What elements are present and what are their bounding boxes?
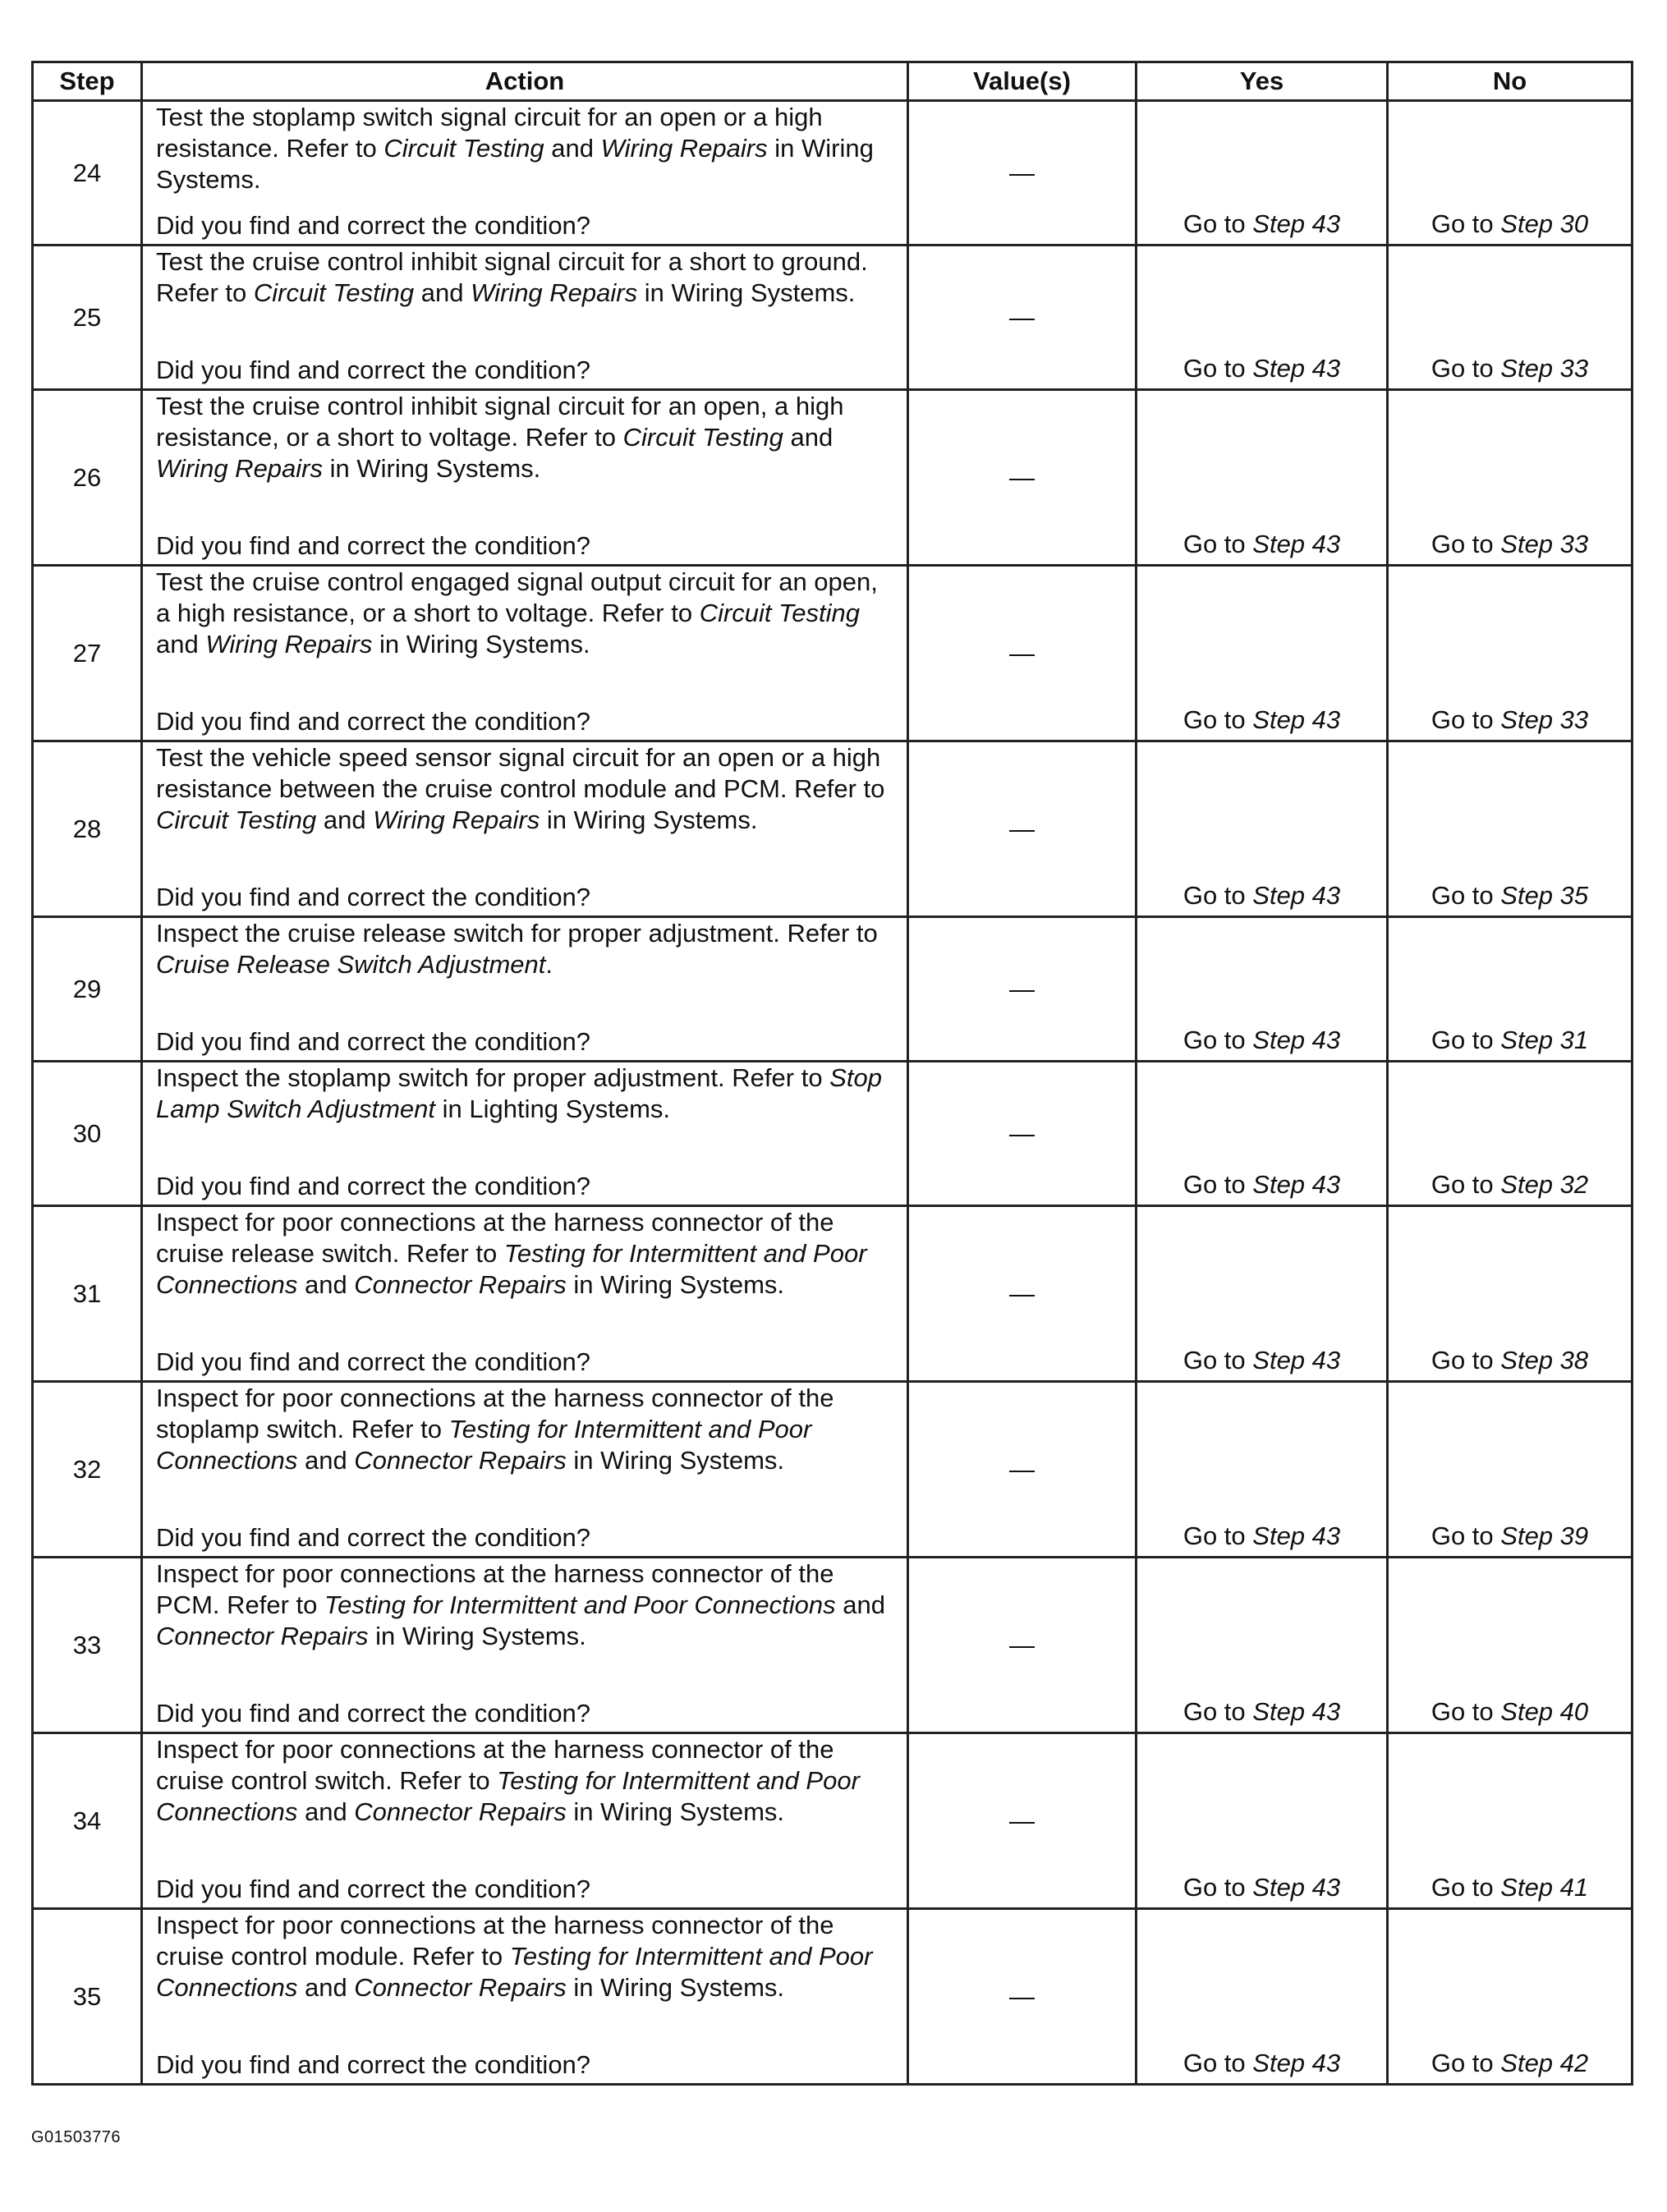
- action-text-segment: Inspect for poor connections at the harness connector of the cruise control module. Refer to: [156, 1911, 834, 1971]
- no-target-step: Step 38: [1500, 1346, 1589, 1374]
- reference-link-text: Wiring Repairs: [205, 630, 373, 659]
- action-text-segment: in Wiring Systems.: [323, 454, 541, 483]
- reference-link-text: Testing for Intermittent and Poor Connections: [156, 1942, 873, 2002]
- reference-link-text: Connector Repairs: [156, 1622, 369, 1650]
- goto-prefix: Go to: [1430, 881, 1494, 910]
- table-row: [33, 741, 1633, 917]
- no-target-step: Step 31: [1500, 1026, 1589, 1054]
- goto-prefix: Go to: [1430, 530, 1494, 558]
- reference-link-text: Wiring Repairs: [471, 278, 638, 307]
- yes-target-step: Step 43: [1252, 1170, 1341, 1199]
- action-text-segment: Inspect for poor connections at the harness connector of the cruise control switch. Refer to: [156, 1735, 834, 1795]
- action-cell: [142, 741, 908, 917]
- goto-prefix: Go to: [1430, 1521, 1494, 1550]
- action-cell: [142, 1909, 908, 2085]
- action-question: Did you find and correct the condition?: [156, 707, 591, 736]
- goto-prefix: Go to: [1430, 209, 1494, 238]
- yes-goto-cell: [1137, 101, 1388, 246]
- no-target-step: Step 33: [1500, 354, 1589, 383]
- action-text-segment: and: [316, 805, 374, 834]
- yes-target-step: Step 43: [1252, 1346, 1341, 1374]
- goto-prefix: Go to: [1183, 530, 1246, 558]
- action-cell: [142, 101, 908, 246]
- yes-target-step: Step 43: [1252, 1026, 1341, 1054]
- action-cell: [142, 1382, 908, 1558]
- value-cell: —: [908, 1733, 1137, 1909]
- reference-link-text: Connector Repairs: [354, 1270, 567, 1299]
- action-question: Did you find and correct the condition?: [156, 211, 591, 240]
- action-question: Did you find and correct the condition?: [156, 531, 591, 560]
- reference-link-text: Circuit Testing: [383, 134, 544, 163]
- action-text-segment: in Wiring Systems.: [156, 134, 874, 194]
- action-question: Did you find and correct the condition?: [156, 2050, 591, 2079]
- step-number: 29: [33, 917, 142, 1062]
- action-text-segment: and: [544, 134, 601, 163]
- no-goto-cell: [1388, 1909, 1633, 2085]
- reference-link-text: Wiring Repairs: [373, 805, 540, 834]
- yes-target-step: Step 43: [1252, 530, 1341, 558]
- table-header-row: [33, 62, 1633, 101]
- action-text-segment: and: [297, 1270, 355, 1299]
- goto-prefix: Go to: [1183, 705, 1246, 734]
- yes-goto-cell: [1137, 566, 1388, 741]
- goto-prefix: Go to: [1183, 1873, 1246, 1902]
- goto-prefix: Go to: [1430, 1026, 1494, 1054]
- action-cell: [142, 1733, 908, 1909]
- step-number: 26: [33, 390, 142, 566]
- step-number: 28: [33, 741, 142, 917]
- goto-prefix: Go to: [1430, 1873, 1494, 1902]
- action-text-segment: in Wiring Systems.: [540, 805, 758, 834]
- no-goto-cell: [1388, 1733, 1633, 1909]
- value-cell: —: [908, 1062, 1137, 1206]
- no-goto-cell: [1388, 917, 1633, 1062]
- reference-link-text: Testing for Intermittent and Poor Connections: [156, 1239, 867, 1299]
- goto-prefix: Go to: [1183, 1697, 1246, 1726]
- no-target-step: Step 40: [1500, 1697, 1589, 1726]
- goto-prefix: Go to: [1183, 1521, 1246, 1550]
- goto-prefix: Go to: [1183, 1026, 1246, 1054]
- reference-link-text: Circuit Testing: [622, 423, 783, 452]
- action-text-segment: Test the stoplamp switch signal circuit for an open or a high resistance. Refer to: [156, 103, 823, 163]
- action-text: [156, 246, 897, 309]
- action-cell: [142, 917, 908, 1062]
- table-row: [33, 390, 1633, 566]
- yes-goto-cell: [1137, 1206, 1388, 1382]
- value-cell: —: [908, 101, 1137, 246]
- table-row: [33, 1558, 1633, 1733]
- action-text-segment: and: [297, 1973, 355, 2002]
- table-row: [33, 1909, 1633, 2085]
- reference-link-text: Testing for Intermittent and Poor Connections: [324, 1590, 836, 1619]
- action-question: Did you find and correct the condition?: [156, 1347, 591, 1376]
- action-text-segment: Test the cruise control inhibit signal circuit for an open, a high resistance, or a short to voltage. Refer to: [156, 392, 844, 452]
- value-cell: —: [908, 1909, 1137, 2085]
- header-action: Action: [142, 62, 908, 101]
- goto-prefix: Go to: [1183, 209, 1246, 238]
- goto-prefix: Go to: [1430, 1346, 1494, 1374]
- action-question: Did you find and correct the condition?: [156, 356, 591, 384]
- action-text-segment: Test the vehicle speed sensor signal circuit for an open or a high resistance between the cruise control module and PCM. Refer to: [156, 743, 885, 803]
- goto-prefix: Go to: [1430, 2049, 1494, 2077]
- goto-prefix: Go to: [1430, 354, 1494, 383]
- no-goto-cell: [1388, 1558, 1633, 1733]
- yes-goto-cell: [1137, 1382, 1388, 1558]
- value-cell: —: [908, 741, 1137, 917]
- reference-link-text: Connector Repairs: [354, 1973, 567, 2002]
- action-text-segment: and: [297, 1797, 355, 1826]
- goto-prefix: Go to: [1430, 1170, 1494, 1199]
- action-text-segment: in Wiring Systems.: [637, 278, 856, 307]
- reference-link-text: Testing for Intermittent and Poor Connections: [156, 1415, 812, 1475]
- value-cell: —: [908, 1382, 1137, 1558]
- no-target-step: Step 39: [1500, 1521, 1589, 1550]
- yes-goto-cell: [1137, 1733, 1388, 1909]
- action-question: Did you find and correct the condition?: [156, 883, 591, 911]
- action-text-segment: in Wiring Systems.: [566, 1270, 785, 1299]
- action-text: [156, 567, 897, 660]
- reference-link-text: Cruise Release Switch Adjustment: [156, 950, 546, 979]
- table-row: [33, 101, 1633, 246]
- yes-target-step: Step 43: [1252, 1697, 1341, 1726]
- no-goto-cell: [1388, 1206, 1633, 1382]
- yes-target-step: Step 43: [1252, 1873, 1341, 1902]
- yes-target-step: Step 43: [1252, 354, 1341, 383]
- action-cell: [142, 1206, 908, 1382]
- reference-link-text: Circuit Testing: [253, 278, 415, 307]
- yes-target-step: Step 43: [1252, 705, 1341, 734]
- value-cell: —: [908, 1206, 1137, 1382]
- yes-goto-cell: [1137, 741, 1388, 917]
- action-question: Did you find and correct the condition?: [156, 1875, 591, 1903]
- header-yes: Yes: [1137, 62, 1388, 101]
- goto-prefix: Go to: [1183, 1170, 1246, 1199]
- reference-link-text: Connector Repairs: [354, 1797, 567, 1826]
- action-text: [156, 1207, 897, 1301]
- no-goto-cell: [1388, 246, 1633, 390]
- step-number: 32: [33, 1382, 142, 1558]
- table-row: [33, 1733, 1633, 1909]
- action-cell: [142, 390, 908, 566]
- reference-link-text: Stop Lamp Switch Adjustment: [156, 1063, 882, 1123]
- action-text-segment: and: [156, 630, 206, 659]
- no-target-step: Step 41: [1500, 1873, 1589, 1902]
- table-row: [33, 1382, 1633, 1558]
- yes-goto-cell: [1137, 246, 1388, 390]
- action-text-segment: Inspect for poor connections at the harness connector of the PCM. Refer to: [156, 1559, 834, 1619]
- value-cell: —: [908, 1558, 1137, 1733]
- yes-target-step: Step 43: [1252, 1521, 1341, 1550]
- no-target-step: Step 35: [1500, 881, 1589, 910]
- action-text-segment: in Wiring Systems.: [368, 1622, 586, 1650]
- table-row: [33, 917, 1633, 1062]
- reference-link-text: Circuit Testing: [699, 599, 860, 627]
- action-question: Did you find and correct the condition?: [156, 1027, 591, 1056]
- no-goto-cell: [1388, 1062, 1633, 1206]
- value-cell: —: [908, 390, 1137, 566]
- yes-goto-cell: [1137, 390, 1388, 566]
- action-cell: [142, 1062, 908, 1206]
- goto-prefix: Go to: [1183, 1346, 1246, 1374]
- action-question: Did you find and correct the condition?: [156, 1699, 591, 1728]
- step-number: 33: [33, 1558, 142, 1733]
- action-text-segment: Inspect the stoplamp switch for proper adjustment. Refer to: [156, 1063, 830, 1092]
- step-number: 35: [33, 1909, 142, 2085]
- action-text-segment: in Wiring Systems.: [566, 1973, 785, 2002]
- action-question: Did you find and correct the condition?: [156, 1523, 591, 1552]
- reference-link-text: Connector Repairs: [354, 1446, 567, 1475]
- action-text: [156, 1910, 897, 2003]
- action-text-segment: and: [783, 423, 834, 452]
- goto-prefix: Go to: [1183, 881, 1246, 910]
- yes-goto-cell: [1137, 917, 1388, 1062]
- action-text: [156, 391, 897, 484]
- header-no: No: [1388, 62, 1633, 101]
- figure-id-caption: G01503776: [31, 2128, 122, 2146]
- goto-prefix: Go to: [1183, 2049, 1246, 2077]
- reference-link-text: Testing for Intermittent and Poor Connections: [156, 1766, 860, 1826]
- no-target-step: Step 32: [1500, 1170, 1589, 1199]
- no-target-step: Step 33: [1500, 705, 1589, 734]
- header-step: Step: [33, 62, 142, 101]
- action-question: Did you find and correct the condition?: [156, 1172, 591, 1200]
- table-row: [33, 1062, 1633, 1206]
- no-target-step: Step 30: [1500, 209, 1589, 238]
- goto-prefix: Go to: [1430, 705, 1494, 734]
- action-text: [156, 1062, 897, 1125]
- step-number: 25: [33, 246, 142, 390]
- yes-target-step: Step 43: [1252, 209, 1341, 238]
- action-text-segment: Inspect the cruise release switch for proper adjustment. Refer to: [156, 919, 878, 948]
- action-text-segment: in Wiring Systems.: [372, 630, 590, 659]
- table-row: [33, 1206, 1633, 1382]
- step-number: 27: [33, 566, 142, 741]
- yes-target-step: Step 43: [1252, 881, 1341, 910]
- table-row: [33, 566, 1633, 741]
- action-text-segment: Inspect for poor connections at the harness connector of the stoplamp switch. Refer to: [156, 1384, 834, 1443]
- value-cell: —: [908, 566, 1137, 741]
- step-number: 24: [33, 101, 142, 246]
- no-goto-cell: [1388, 741, 1633, 917]
- yes-goto-cell: [1137, 1558, 1388, 1733]
- yes-goto-cell: [1137, 1062, 1388, 1206]
- value-cell: —: [908, 246, 1137, 390]
- action-text: [156, 1734, 897, 1828]
- action-text-segment: .: [545, 950, 553, 979]
- action-text-segment: and: [414, 278, 471, 307]
- action-text: [156, 1558, 897, 1652]
- no-goto-cell: [1388, 1382, 1633, 1558]
- action-text-segment: in Wiring Systems.: [566, 1797, 785, 1826]
- action-text: [156, 918, 897, 980]
- action-text-segment: Test the cruise control engaged signal output circuit for an open, a high resistance, or a short to voltage. Refer to: [156, 567, 878, 627]
- reference-link-text: Circuit Testing: [156, 805, 317, 834]
- step-number: 34: [33, 1733, 142, 1909]
- table-row: [33, 246, 1633, 390]
- no-goto-cell: [1388, 566, 1633, 741]
- action-text: [156, 742, 897, 836]
- action-text-segment: Inspect for poor connections at the harness connector of the cruise release switch. Refer to: [156, 1208, 834, 1268]
- yes-target-step: Step 43: [1252, 2049, 1341, 2077]
- goto-prefix: Go to: [1430, 1697, 1494, 1726]
- reference-link-text: Wiring Repairs: [600, 134, 768, 163]
- yes-goto-cell: [1137, 1909, 1388, 2085]
- goto-prefix: Go to: [1183, 354, 1246, 383]
- action-text-segment: and: [835, 1590, 885, 1619]
- action-text: [156, 1383, 897, 1476]
- action-cell: [142, 1558, 908, 1733]
- action-text-segment: in Lighting Systems.: [435, 1095, 671, 1123]
- diagnostic-table: [31, 61, 1633, 2086]
- value-cell: —: [908, 917, 1137, 1062]
- step-number: 31: [33, 1206, 142, 1382]
- action-cell: [142, 566, 908, 741]
- no-goto-cell: [1388, 390, 1633, 566]
- action-text-segment: Test the cruise control inhibit signal circuit for a short to ground. Refer to: [156, 247, 868, 307]
- action-text-segment: and: [297, 1446, 355, 1475]
- no-target-step: Step 42: [1500, 2049, 1589, 2077]
- header-values: Value(s): [908, 62, 1137, 101]
- step-number: 30: [33, 1062, 142, 1206]
- no-goto-cell: [1388, 101, 1633, 246]
- reference-link-text: Wiring Repairs: [156, 454, 323, 483]
- action-cell: [142, 246, 908, 390]
- action-text: [156, 102, 897, 195]
- action-text-segment: in Wiring Systems.: [566, 1446, 785, 1475]
- no-target-step: Step 33: [1500, 530, 1589, 558]
